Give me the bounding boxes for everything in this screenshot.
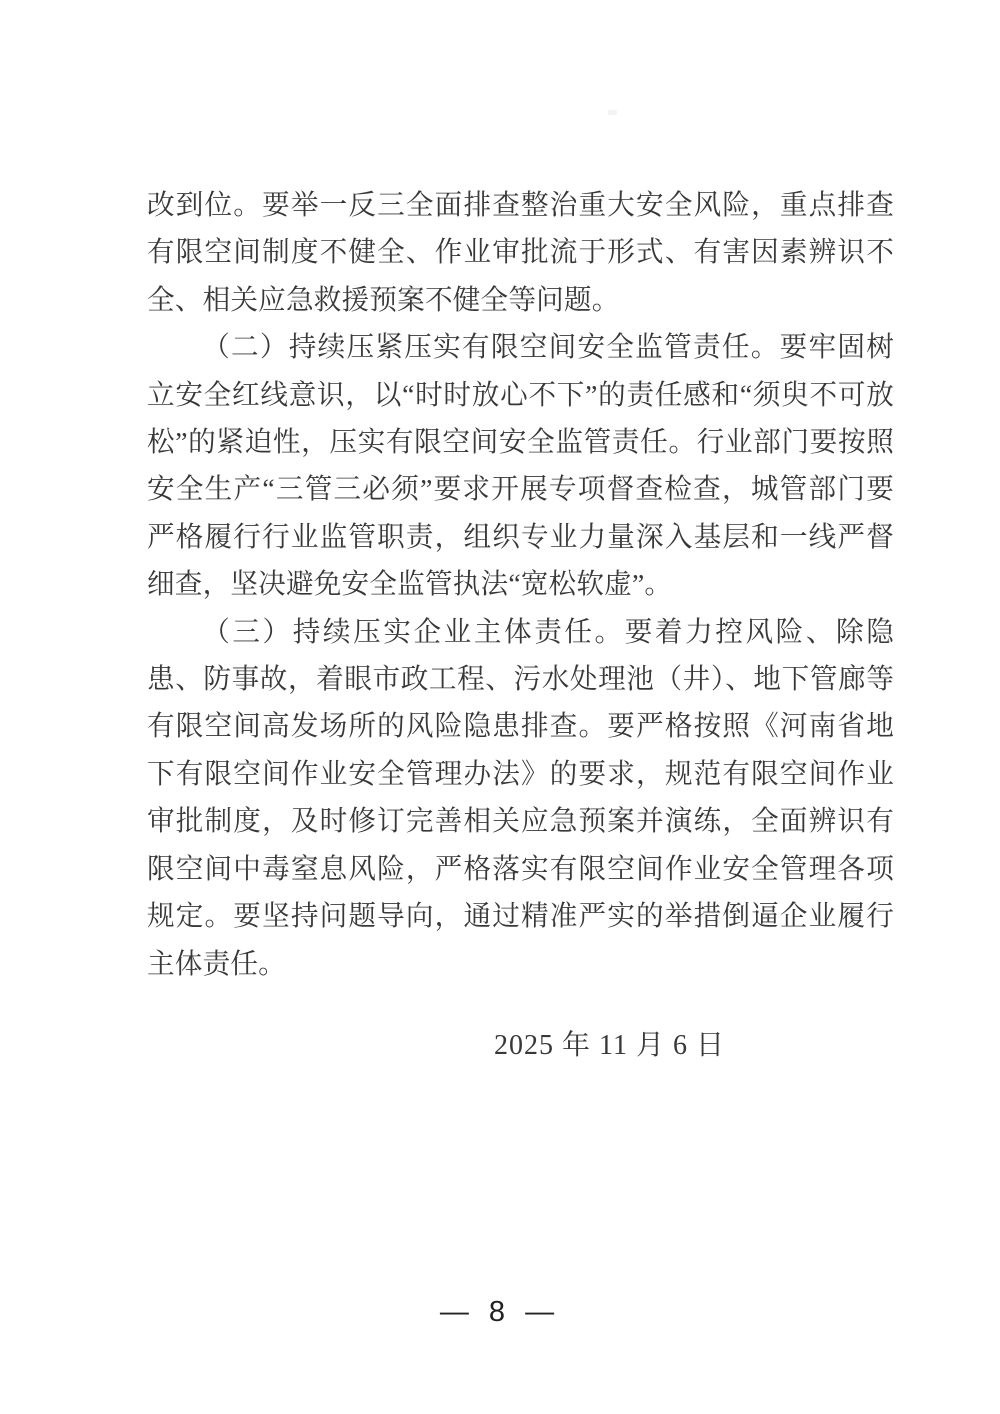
document-body [147,181,894,987]
scan-artifact [608,110,617,115]
body-paragraph-section-3: （三）持续压实企业主体责任。要着力控风险、除隐患、防事故，着眼市政工程、污水处理池（井）、地下管廊等有限空间高发场所的风险隐患排查。要严格按照《河南省地下有限空间作业安全管理办法》的要求，规范有限空间作业审批制度，及时修订完善相关应急预案并演练，全面辨识有限空间中毒窒息风险，严格落实有限空间作业安全管理各项规定。要坚持问题导向，通过精准严实的举措倒逼企业履行主体责任。 [147,615,894,979]
body-paragraph-continuation: 改到位。要举一反三全面排查整治重大安全风险，重点排查有限空间制度不健全、作业审批流于形式、有害因素辨识不全、相关应急救援预案不健全等问题。 [147,189,894,315]
signature-date: 2025 年 11 月 6 日 [494,1030,725,1061]
body-paragraph-section-2: （二）持续压紧压实有限空间安全监管责任。要牢固树立安全红线意识，以“时时放心不下”的责任感和“须臾不可放松”的紧迫性，压实有限空间安全监管责任。行业部门要按照安全生产“三管三必须”要求开展专项督查检查，城管部门要严格履行行业监管职责，组织专业力量深入基层和一线严督细查，坚决避免安全监管执法“宽松软虚”。 [147,331,894,600]
page-number: — 8 — [439,1296,561,1328]
